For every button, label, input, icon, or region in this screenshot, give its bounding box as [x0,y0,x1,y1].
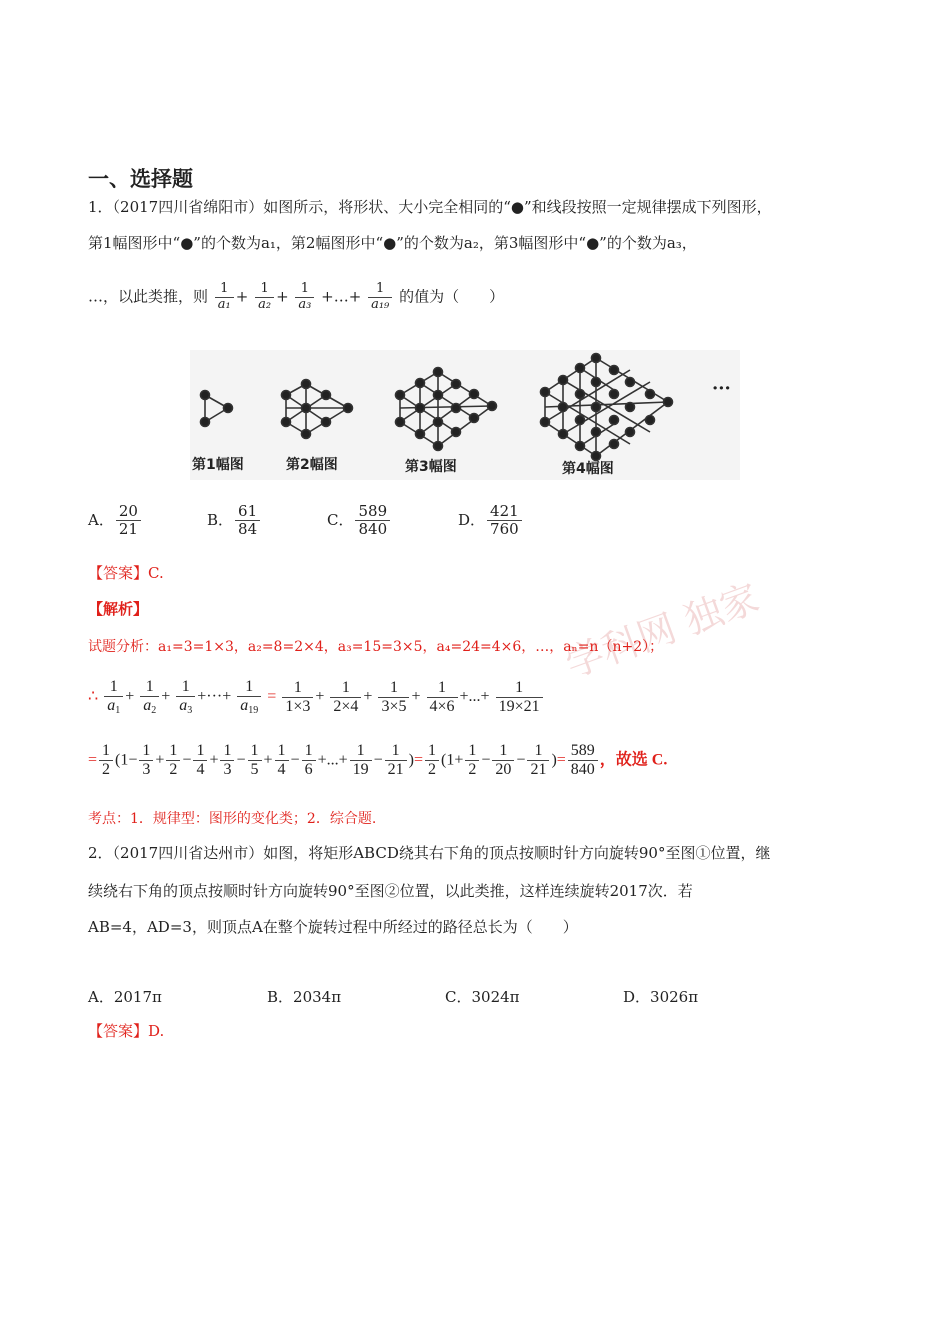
q1-line3: …，以此类推，则 $\frac{1}{\text{a₁}}$ + $\frac{1}{\text{a₂}}$ + $\frac{1}{\text{a₃}}$ +…+ $\frac{1}{\text{a₁₉}}$ 的值为（ ） [88,281,505,312]
q1-line3-prefix: …，以此类推，则 [88,287,209,306]
q1-line1: 1．（2017四川省绵阳市）如图所示，将形状、大小完全相同的“●”和线段按照一定规律摆成下列图形， [88,198,772,216]
figure-3-label: 第3幅图 [405,459,457,475]
figure-more: ··· [712,378,731,399]
q2-line3: AB=4，AD=3，则顶点A在整个旋转过程中所经过的路径总长为（ ） [88,918,578,936]
sum-term-1: $\frac{1}{\text{a₁}}$ [215,282,234,313]
q2-option-c: C．3024π [445,988,520,1006]
q1-option-d: D． $\frac{421}{760}$ [458,503,524,539]
q1-option-b: B． $\frac{61}{84}$ [207,503,262,539]
q2-option-a: A．2017π [88,988,162,1006]
watermark: 学科网 独家 [559,575,765,687]
figure-2-label: 第2幅图 [286,457,338,473]
q1-line2: 第1幅图形中“●”的个数为a₁，第2幅图形中“●”的个数为a₂，第3幅图形中“●”的个数为a₃， [88,234,697,252]
q1-answer: 【答案】C. [88,564,164,582]
figure-1-label: 第1幅图 [192,457,244,473]
q2-answer: 【答案】D. [88,1022,165,1040]
figure-4-label: 第4幅图 [562,461,614,477]
analysis-telescoping-line: = $\frac{1}{2}$ (1− $\frac{1}{3}$ + $\frac{1}{2}$ − $\frac{1}{4}$ + $\frac{1}{3}$ − $\frac{1}{5}$ + $\frac{1}{4}$ − $\frac{1}{6}$ +...+ $\frac{1}{19}$ − $\frac{1}{21}$ )= $\frac{1}{2}$ (1+ $\frac{1}{2}$ − $\frac{1}{20}$ − $\frac{1}{21}$ )= $\frac{589}{840}$ ，故选 C. [88,742,668,779]
q1-option-a: A． $\frac{20}{21}$ [88,503,143,539]
section-heading: 一、选择题 [88,167,193,191]
q1-option-c: C． $\frac{589}{840}$ [327,503,392,539]
sum-term-19: $\frac{1}{\text{a₁₉}}$ [368,282,392,313]
q1-line3-suffix: 的值为（ ） [399,287,505,306]
q2-line2: 续绕右下角的顶点按顺时针方向旋转90°至图②位置，以此类推，这样连续旋转2017次．若 [88,882,693,900]
q2-option-b: B．2034π [267,988,342,1006]
figure-4-graphic [541,354,673,461]
pattern-figure [190,350,740,480]
figure-3-graphic [396,368,497,451]
sum-term-2: $\frac{1}{\text{a₂}}$ [255,282,274,313]
analysis-therefore-line: ∴ $\frac{1}{a_1}$ + $\frac{1}{a_2}$ + $\frac{1}{a_3}$ +···+ $\frac{1}{a_{19}}$ = $\frac{1}{1\times 3}$ + $\frac{1}{2\times 4}$ + $\frac{1}{3\times 5}$ + $\frac{1}{4\times 6}$ +...+ $\frac{1}{19\times 21}$ [88,678,545,717]
figure-2-graphic [282,380,353,439]
q2-line1: 2．（2017四川省达州市）如图，将矩形ABCD绕其右下角的顶点按顺时针方向旋转90°至图①位置，继 [88,844,771,862]
analysis-line1: 试题分析：a₁=3=1×3，a₂=8=2×4，a₃=15=3×5，a₄=24=4×6，…，aₙ=n（n+2）； [88,639,664,655]
sum-ellipsis: +…+ [321,287,362,306]
figure-1-graphic [201,391,233,427]
q2-option-d: D．3026π [623,988,699,1006]
analysis-title: 【解析】 [88,600,149,618]
kaodian: 考点：1．规律型：图形的变化类；2．综合题. [88,811,377,827]
sum-term-3: $\frac{1}{\text{a₃}}$ [295,282,314,313]
pattern-figure-svg [190,350,740,480]
